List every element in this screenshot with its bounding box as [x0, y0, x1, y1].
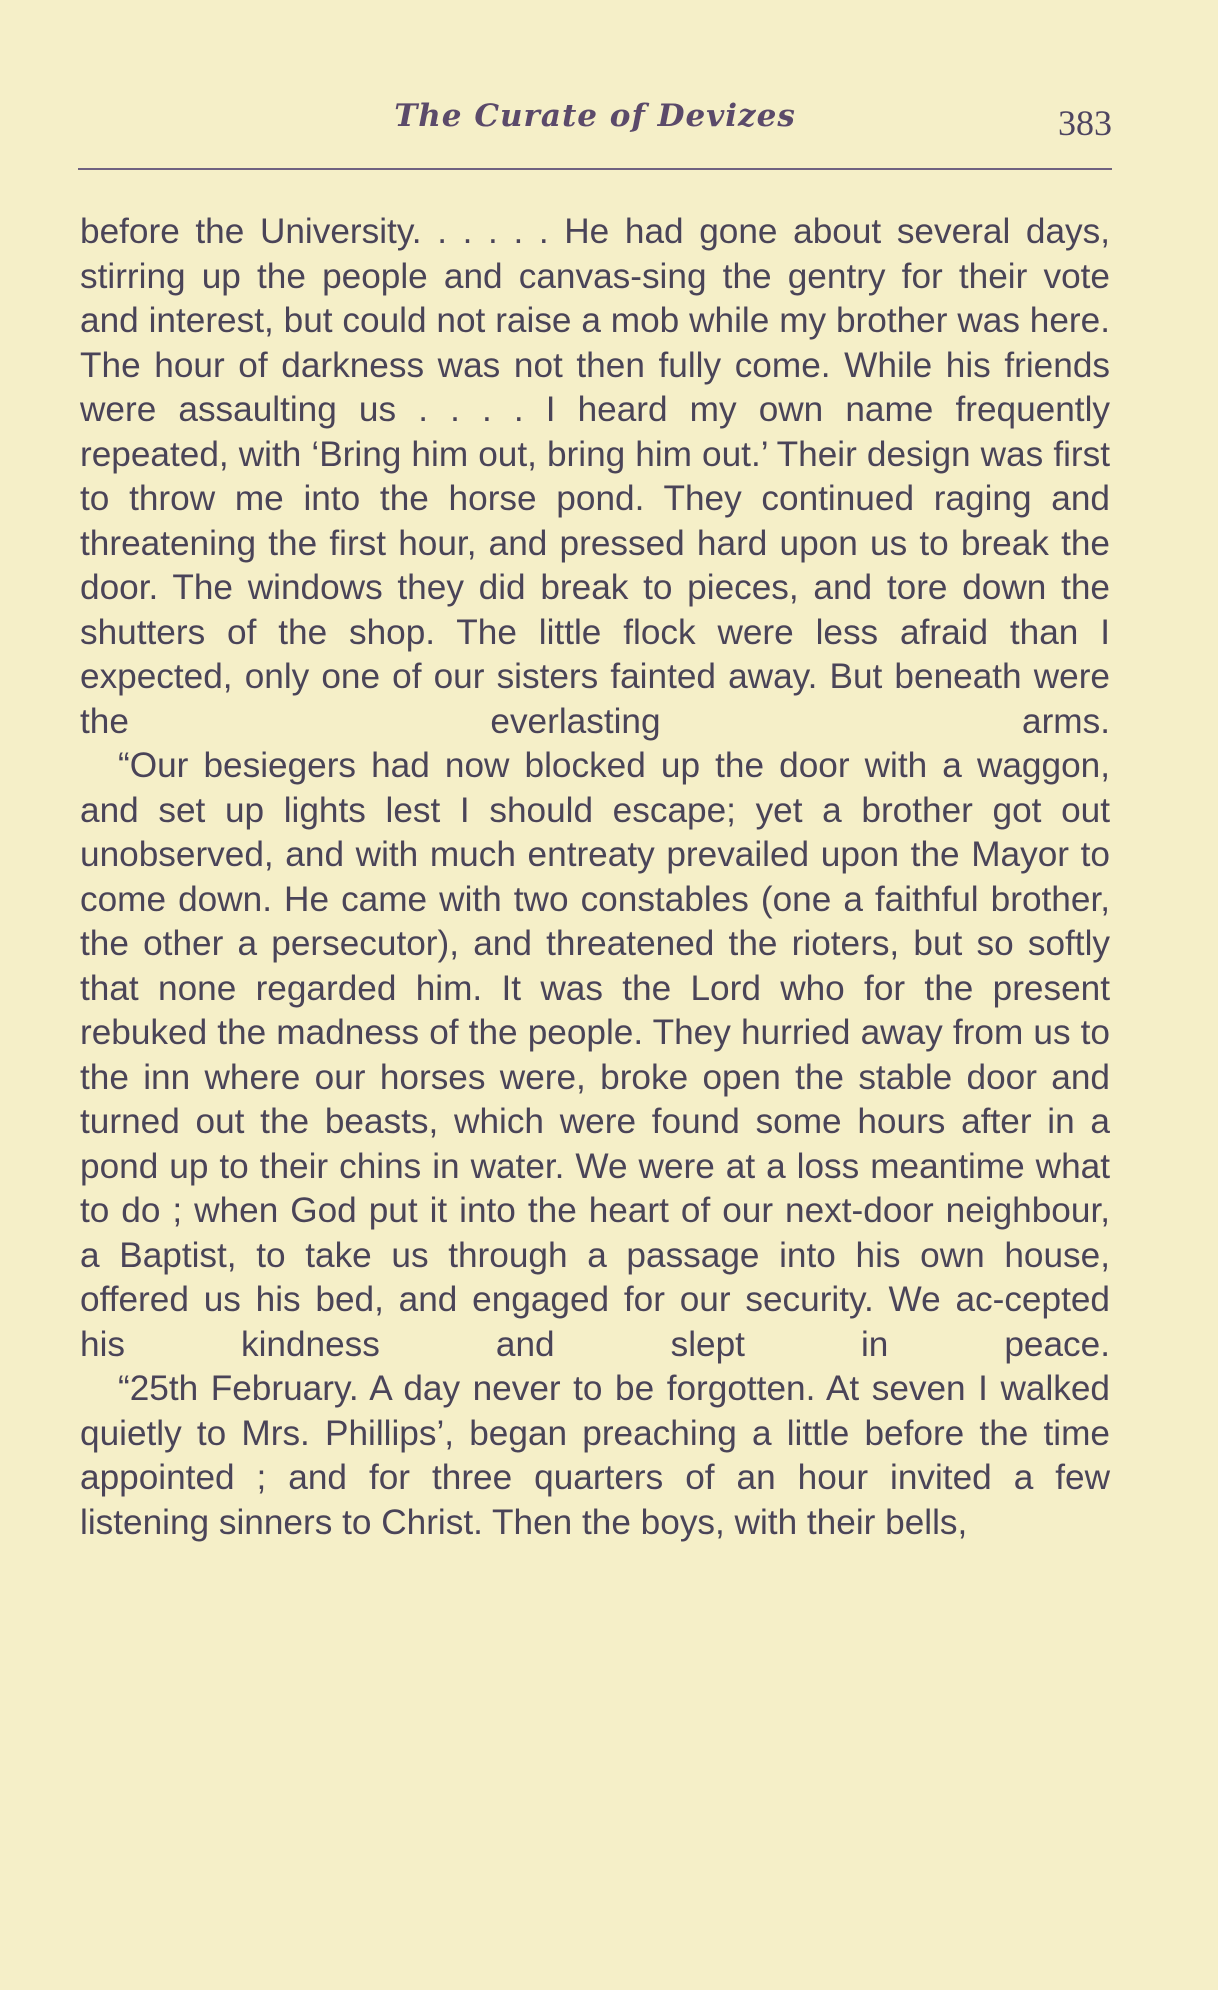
running-head: [78, 92, 1112, 162]
paragraph: “Our besiegers had now blocked up the door with a waggon, and set up lights lest I should escape; yet a brother got out unobserved, and with much entreaty prevailed upon the Mayor to come down. He came with two constables (one a faithful brother, the other a persecutor), and threatened the rioters, but so softly that none regarded him. It was the Lord who for the present rebuked the madness of the people. They hurried away from us to the inn where our horses were, broke open the stable door and turned out the beasts, which were found some hours after in a pond up to their chins in water. We were at a loss meantime what to do ; when God put it into the heart of our next-door neighbour, a Baptist, to take us through a passage into his own house, offered us his bed, and engaged for our security. We ac-cepted his kindness and slept in peace.: [80, 746, 1110, 1364]
header-rule: [78, 168, 1112, 170]
body-text: [80, 210, 1110, 1545]
running-title: The Curate of Devizes: [394, 98, 796, 134]
paragraph: “25th February. A day never to be forgotten. At seven I walked quietly to Mrs. Phillips’, began preaching a little before the time appointed ; and for three quarters of an hour invited a few listening sinners to Christ. Then the boys, with their bells,: [80, 1369, 1110, 1542]
page-number: 383: [1058, 103, 1112, 143]
paragraph: before the University. . . . . . He had gone about several days, stirring up the people and canvas-sing the gentry for their vote and interest, but could not raise a mob while my brother was here. The hour of darkness was not then fully come. While his friends were assaulting us . . . . I heard my own name frequently repeated, with ‘Bring him out, bring him out.’ Their design was first to throw me into the horse pond. They continued raging and threatening the first hour, and pressed hard upon us to break the door. The windows they did break to pieces, and tore down the shutters of the shop. The little flock were less afraid than I expected, only one of our sisters fainted away. But beneath were the everlasting arms.: [80, 212, 1110, 741]
